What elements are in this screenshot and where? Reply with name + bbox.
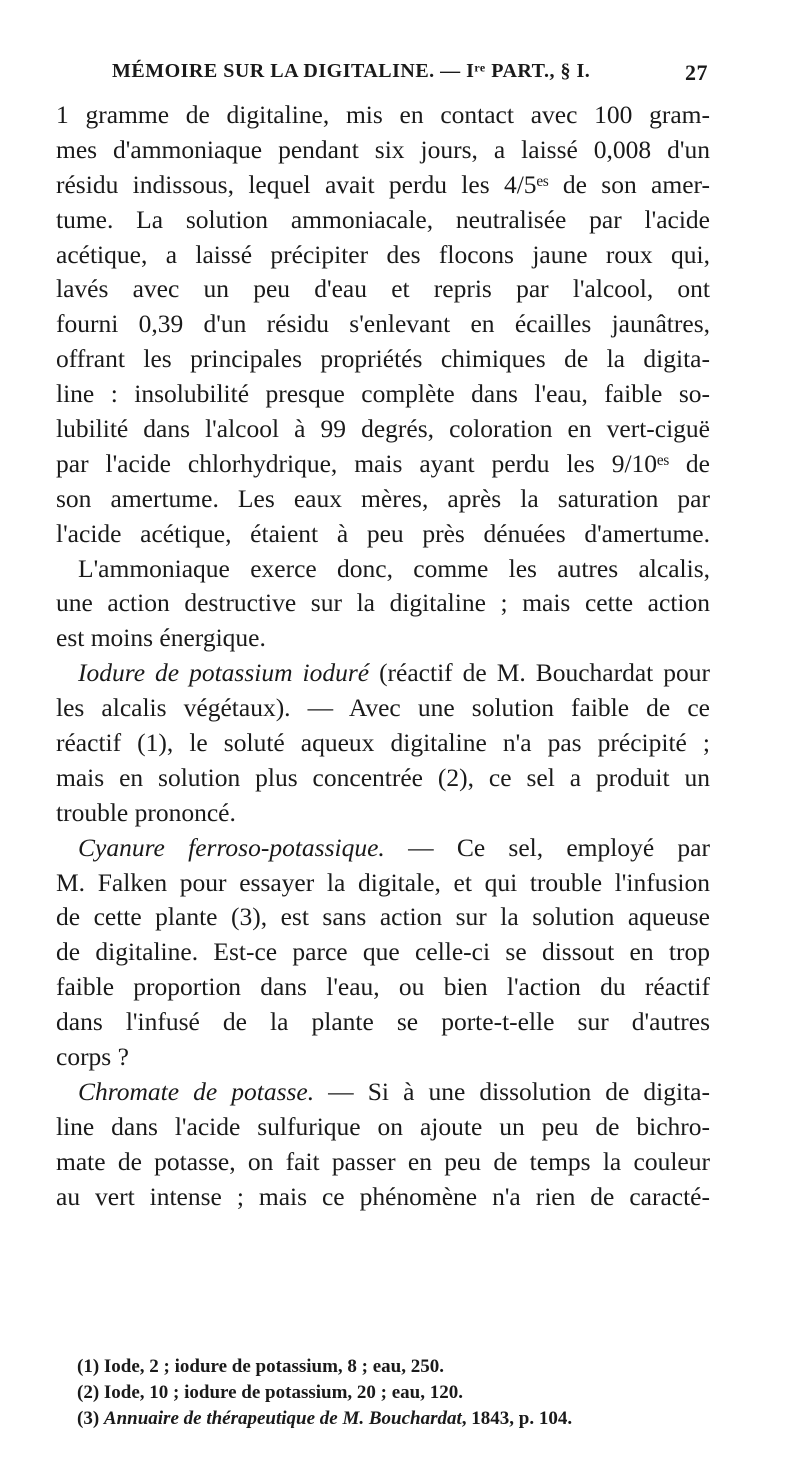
- text-fragment: — Si à une dissolution de digita-: [314, 1076, 710, 1106]
- footnote-3-prefix: (3): [77, 1408, 104, 1429]
- text-line: mate de potasse, on fait passer en peu de temps la couleur: [56, 1146, 710, 1176]
- text-line: 1 gramme de digitaline, mis en contact avec 100 gram-: [56, 100, 710, 129]
- text-line: faible proportion dans l'eau, ou bien l'action du réactif: [56, 972, 710, 1002]
- footnote-1: (1) Iode, 2 ; iodure de potassium, 8 ; eau, 250.: [77, 1356, 444, 1377]
- text-line: dans l'infusé de la plante se porte-t-elle sur d'autres: [56, 1007, 710, 1037]
- reagent-title-cyanure: Cyanure ferroso-potassique.: [78, 832, 385, 862]
- text-line: mais en solution plus concentrée (2), ce sel a produit un: [56, 762, 710, 792]
- text-line: réactif (1), le soluté aqueux digitaline n'a pas précipité ;: [56, 728, 710, 758]
- footnote-3-suffix: , 1843, p. 104.: [461, 1408, 573, 1429]
- text-line: lavés avec un peu d'eau et repris par l'alcool, ont: [56, 274, 710, 304]
- text-line: résidu indissous, lequel avait perdu les 4/5ᵉˢ de son amer-: [56, 169, 710, 199]
- reagent-title-chromate: Chromate de potasse.: [78, 1076, 315, 1106]
- text-line: mes d'ammoniaque pendant six jours, a laissé 0,008 d'un: [56, 134, 710, 164]
- text-line: de cette plante (3), est sans action sur la solution aqueuse: [56, 902, 710, 932]
- text-line: line : insolubilité presque complète dans l'eau, faible so-: [56, 379, 710, 409]
- text-line: acétique, a laissé précipiter des flocons jaune roux qui,: [56, 239, 710, 269]
- paragraph-cyanure-first-line: [56, 831, 710, 866]
- text-line: par l'acide chlorhydrique, mais ayant perdu les 9/10ᵉˢ de: [56, 448, 710, 478]
- text-line: au vert intense ; mais ce phénomène n'a rien de caracté-: [56, 1181, 710, 1211]
- paragraph-chromate-first-line: [56, 1075, 710, 1110]
- text-line: les alcalis végétaux). — Avec une solution faible de ce: [56, 693, 710, 723]
- text-line: L'ammoniaque exerce donc, comme les autres alcalis,: [78, 553, 710, 583]
- text-line: offrant les principales propriétés chimiques de la digita-: [56, 344, 710, 374]
- text-line: est moins énergique.: [56, 623, 266, 653]
- header-title: MÉMOIRE SUR LA DIGITALINE. — Iʳᵉ PART., § I.: [112, 60, 591, 82]
- page-number: 27: [685, 60, 708, 85]
- footnote-2: (2) Iode, 10 ; iodure de potassium, 20 ; eau, 120.: [77, 1382, 463, 1403]
- reagent-title-iodure: Iodure de potassium ioduré: [78, 658, 370, 688]
- text-line: M. Falken pour essayer la digitale, et qui trouble l'infusion: [56, 867, 710, 897]
- body-text: [56, 98, 710, 1215]
- text-line: lubilité dans l'alcool à 99 degrés, coloration en vert-ciguë: [56, 414, 710, 444]
- text-line: de digitaline. Est-ce parce que celle-ci se dissout en trop: [56, 937, 710, 967]
- text-line: l'acide acétique, étaient à peu près dénuées d'amertume.: [56, 518, 710, 548]
- text-line: trouble prononcé.: [56, 797, 236, 827]
- text-line: fourni 0,39 d'un résidu s'enlevant en écailles jaunâtres,: [56, 309, 710, 339]
- footnote-3: [77, 1406, 717, 1432]
- footnotes: [77, 1354, 717, 1432]
- text-line: son amertume. Les eaux mères, après la saturation par: [56, 483, 710, 513]
- paragraph-iodure-first-line: [56, 656, 710, 691]
- text-fragment: (réactif de M. Bouchardat pour: [369, 658, 710, 688]
- text-fragment: — Ce sel, employé par: [384, 832, 710, 862]
- text-line: une action destructive sur la digitaline ; mais cette action: [56, 588, 710, 618]
- text-line: corps ?: [56, 1042, 129, 1072]
- running-header: [112, 60, 708, 86]
- text-line: line dans l'acide sulfurique on ajoute un peu de bichro-: [56, 1111, 710, 1141]
- footnote-3-title: Annuaire de thérapeutique de M. Bouchardat: [103, 1408, 462, 1429]
- text-line: tume. La solution ammoniacale, neutralisée par l'acide: [56, 204, 710, 234]
